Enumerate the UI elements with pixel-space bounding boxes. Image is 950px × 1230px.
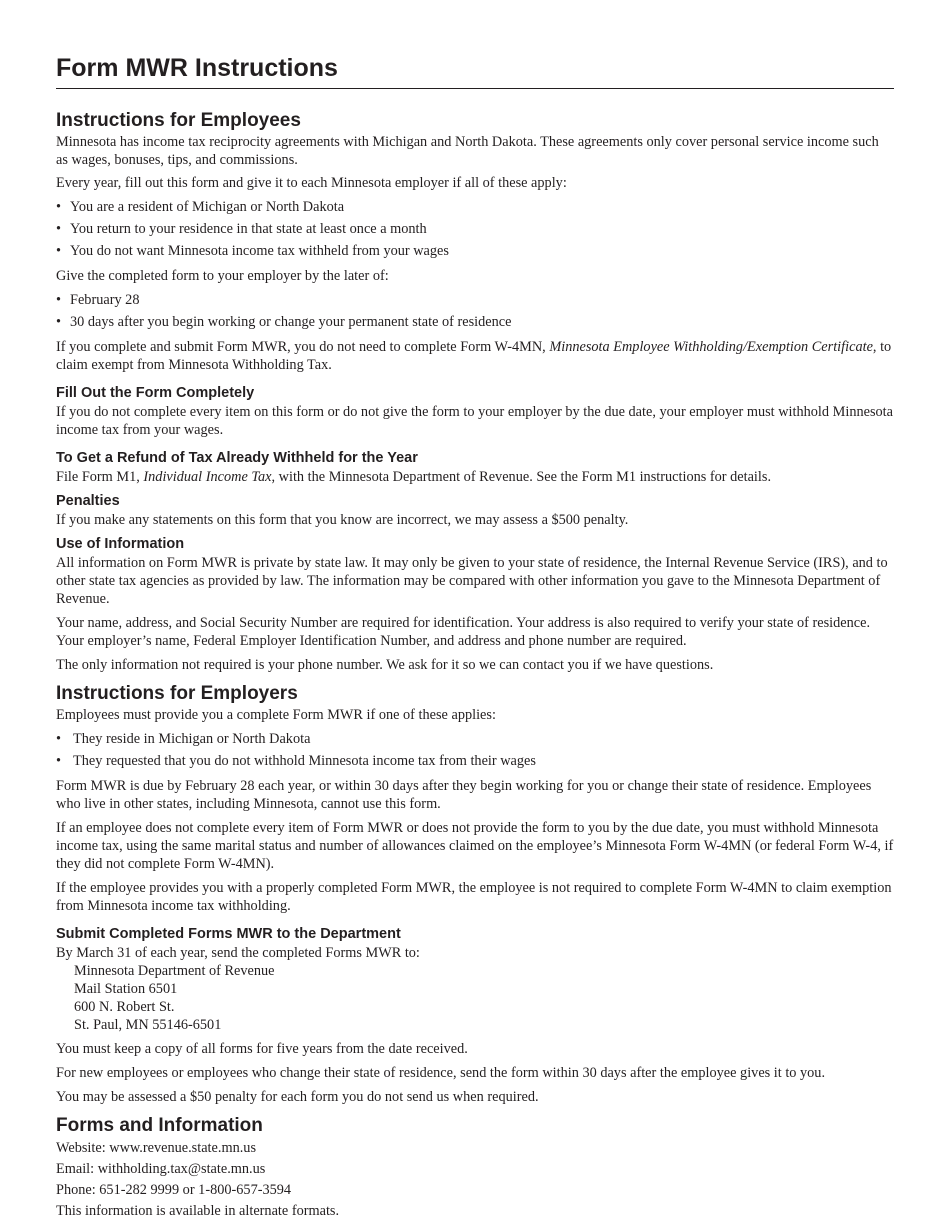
fill-out-paragraph: If you do not complete every item on this form or do not give the form to your employer by the due date, your employer must withhold Minnesota income tax from your wages.: [56, 404, 893, 438]
address-line: St. Paul, MN 55146-6501: [74, 1017, 222, 1033]
penalty-50-paragraph: You may be assessed a $50 penalty for each form you do not send us when required.: [56, 1089, 539, 1105]
penalties-paragraph: If you make any statements on this form that you know are incorrect, we may assess a $500 penalty.: [56, 512, 629, 528]
address-line: Mail Station 6501: [74, 981, 178, 997]
refund-text-before: File Form M1,: [56, 469, 144, 485]
employer-conditions-list: [56, 729, 894, 772]
keep-copy-paragraph: You must keep a copy of all forms for five years from the date received.: [56, 1041, 468, 1057]
deadline-list: [56, 290, 894, 333]
address-line: Minnesota Department of Revenue: [74, 963, 275, 979]
instructions-page: [56, 52, 894, 1222]
refund-form-title: Individual Income Tax: [143, 469, 272, 485]
mailing-address: [56, 962, 894, 1034]
refund-paragraph: [56, 468, 894, 486]
list-item: • You do not want Minnesota income tax withheld from your wages: [56, 241, 894, 262]
employees-heading: Instructions for Employees: [56, 110, 301, 131]
privacy-paragraph: All information on Form MWR is private by state law. It may only be given to your state of residence, the Internal Revenue Service (IRS), and to other state tax agencies as provided by law. The information may be compared with other information you gave to the Minnesota Department of Revenue.: [56, 555, 888, 607]
use-of-information-heading: Use of Information: [56, 536, 185, 552]
list-item: • They reside in Michigan or North Dakota: [56, 729, 894, 750]
due-date-paragraph: Form MWR is due by February 28 each year, or within 30 days after they begin working for you or change their state of residence. Employees who live in other states, including Minnesota, cannot use this form.: [56, 778, 872, 812]
employers-intro-paragraph: Employees must provide you a complete Form MWR if one of these applies:: [56, 707, 496, 723]
phone-number-paragraph: The only information not required is your phone number. We ask for it so we can contact you if we have questions.: [56, 657, 714, 673]
phone-line: Phone: 651-282 9999 or 1-800-657-3594: [56, 1182, 292, 1198]
submit-heading: Submit Completed Forms MWR to the Department: [56, 926, 401, 942]
identification-paragraph: Your name, address, and Social Security Number are required for identification. Your address is also required to verify your state of residence. Your employer’s name, Federal Employer Identification Number, and address and phone number are required.: [56, 615, 871, 649]
page-title: Form MWR Instructions: [56, 52, 894, 89]
address-line: 600 N. Robert St.: [74, 999, 175, 1015]
w4mn-certificate-title: Minnesota Employee Withholding/Exemption Certificate: [549, 339, 873, 355]
penalties-heading: Penalties: [56, 493, 120, 509]
submit-intro-paragraph: By March 31 of each year, send the completed Forms MWR to:: [56, 945, 420, 961]
list-item: • You return to your residence in that state at least once a month: [56, 219, 894, 240]
w4mn-paragraph: [56, 338, 894, 374]
fill-out-heading: Fill Out the Form Completely: [56, 385, 255, 401]
give-form-paragraph: Give the completed form to your employer by the later of:: [56, 268, 389, 284]
list-item: • They requested that you do not withhold Minnesota income tax from their wages: [56, 751, 894, 772]
employers-heading: Instructions for Employers: [56, 683, 298, 704]
alternate-formats-line: This information is available in alternate formats.: [56, 1203, 340, 1219]
properly-completed-paragraph: If the employee provides you with a properly completed Form MWR, the employee is not required to complete Form W-4MN to claim exemption from Minnesota income tax withholding.: [56, 880, 892, 914]
refund-text-after: , with the Minnesota Department of Revenue. See the Form M1 instructions for details.: [271, 469, 772, 485]
fill-out-every-year-paragraph: Every year, fill out this form and give it to each Minnesota employer if all of these apply:: [56, 175, 567, 191]
list-item: • 30 days after you begin working or change your permanent state of residence: [56, 312, 894, 333]
apply-conditions-list: [56, 197, 894, 262]
w4mn-text-after: , to claim exempt from Minnesota Withholding Tax.: [56, 339, 892, 373]
refund-heading: To Get a Refund of Tax Already Withheld for the Year: [56, 450, 418, 466]
reciprocity-paragraph: Minnesota has income tax reciprocity agreements with Michigan and North Dakota. These agreements only cover personal service income such as wages, bonuses, tips, and commissions.: [56, 134, 879, 168]
forms-information-heading: Forms and Information: [56, 1115, 263, 1136]
list-item: • You are a resident of Michigan or North Dakota: [56, 197, 894, 218]
list-item: • February 28: [56, 290, 894, 311]
w4mn-text-before: If you complete and submit Form MWR, you do not need to complete Form W-4MN,: [56, 339, 550, 355]
email-line: Email: withholding.tax@state.mn.us: [56, 1161, 266, 1177]
withhold-paragraph: If an employee does not complete every item of Form MWR or does not provide the form to you by the due date, you must withhold Minnesota income tax, using the same marital status and number of allowances claimed on the employee’s Minnesota Form W-4MN (or federal Form W-4, if they did not complete Form W-4MN).: [56, 820, 894, 872]
new-employees-paragraph: For new employees or employees who change their state of residence, send the form within 30 days after the employee gives it to you.: [56, 1065, 826, 1081]
website-line: Website: www.revenue.state.mn.us: [56, 1140, 257, 1156]
